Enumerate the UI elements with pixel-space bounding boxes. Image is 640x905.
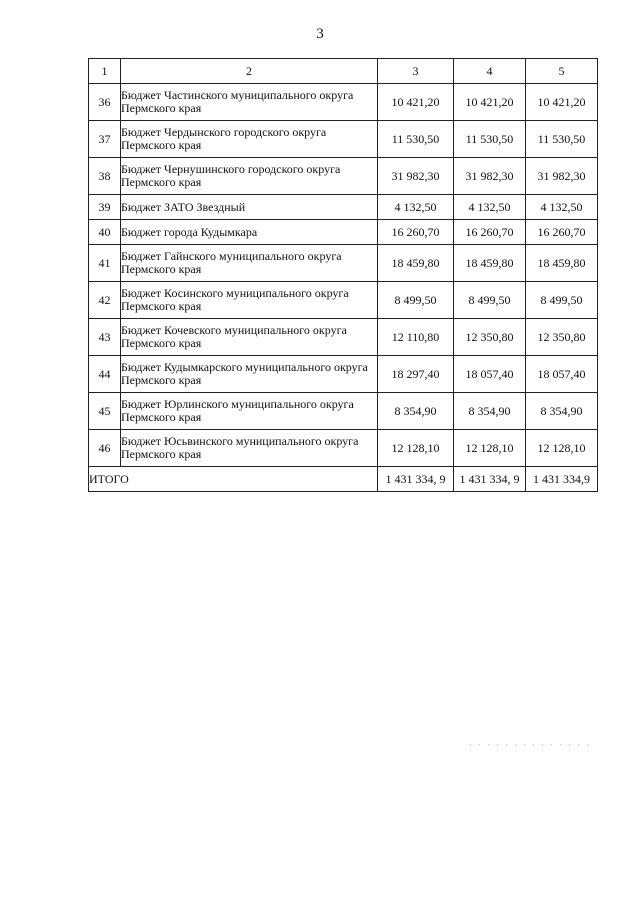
column-header-5: 5 — [526, 59, 598, 84]
value-col-5: 16 260,70 — [526, 220, 598, 245]
budget-name: Бюджет Юсьвинского муниципального округа Пермского края — [121, 430, 378, 467]
table-row — [89, 356, 598, 393]
value-col-4: 10 421,20 — [454, 84, 526, 121]
budget-name: Бюджет Гайнского муниципального округа Пермского края — [121, 245, 378, 282]
value-col-4: 18 057,40 — [454, 356, 526, 393]
row-number: 37 — [89, 121, 121, 158]
row-number: 39 — [89, 195, 121, 220]
value-col-3: 18 459,80 — [378, 245, 454, 282]
value-col-5: 4 132,50 — [526, 195, 598, 220]
value-col-5: 18 459,80 — [526, 245, 598, 282]
column-header-3: 3 — [378, 59, 454, 84]
value-col-3: 12 128,10 — [378, 430, 454, 467]
value-col-4: 18 459,80 — [454, 245, 526, 282]
table-row — [89, 393, 598, 430]
row-number: 40 — [89, 220, 121, 245]
value-col-3: 10 421,20 — [378, 84, 454, 121]
table-row — [89, 84, 598, 121]
value-col-3: 8 354,90 — [378, 393, 454, 430]
table-header — [89, 59, 598, 84]
scan-artifact-line — [470, 744, 590, 745]
row-number: 44 — [89, 356, 121, 393]
budget-name: Бюджет города Кудымкара — [121, 220, 378, 245]
budget-name: Бюджет Чернушинского городского округа Пермского края — [121, 158, 378, 195]
value-col-3: 12 110,80 — [378, 319, 454, 356]
value-col-5: 10 421,20 — [526, 84, 598, 121]
row-number: 43 — [89, 319, 121, 356]
page-number: 3 — [316, 26, 324, 42]
value-col-4: 16 260,70 — [454, 220, 526, 245]
table-row — [89, 158, 598, 195]
value-col-5: 31 982,30 — [526, 158, 598, 195]
value-col-3: 18 297,40 — [378, 356, 454, 393]
table-body — [89, 84, 598, 492]
table-row — [89, 282, 598, 319]
value-col-5: 11 530,50 — [526, 121, 598, 158]
row-number: 38 — [89, 158, 121, 195]
value-col-5: 12 350,80 — [526, 319, 598, 356]
value-col-5: 18 057,40 — [526, 356, 598, 393]
column-header-4: 4 — [454, 59, 526, 84]
column-header-2: 2 — [121, 59, 378, 84]
value-col-3: 16 260,70 — [378, 220, 454, 245]
table-row — [89, 430, 598, 467]
table-row — [89, 121, 598, 158]
row-number: 45 — [89, 393, 121, 430]
value-col-4: 8 499,50 — [454, 282, 526, 319]
value-col-3: 31 982,30 — [378, 158, 454, 195]
budget-name: Бюджет Частинского муниципального округа Пермского края — [121, 84, 378, 121]
table-row — [89, 195, 598, 220]
value-col-3: 11 530,50 — [378, 121, 454, 158]
budget-name: Бюджет Кудымкарского муниципального округа Пермского края — [121, 356, 378, 393]
total-label: ИТОГО — [89, 467, 378, 492]
budget-allocation-table — [88, 58, 598, 492]
value-col-4: 31 982,30 — [454, 158, 526, 195]
total-row — [89, 467, 598, 492]
value-col-4: 4 132,50 — [454, 195, 526, 220]
value-col-5: 8 499,50 — [526, 282, 598, 319]
budget-name: Бюджет Кочевского муниципального округа Пермского края — [121, 319, 378, 356]
budget-name: Бюджет ЗАТО Звездный — [121, 195, 378, 220]
total-col-3: 1 431 334, 9 — [378, 467, 454, 492]
table-row — [89, 245, 598, 282]
value-col-4: 11 530,50 — [454, 121, 526, 158]
value-col-4: 8 354,90 — [454, 393, 526, 430]
value-col-4: 12 128,10 — [454, 430, 526, 467]
table-row — [89, 319, 598, 356]
row-number: 36 — [89, 84, 121, 121]
row-number: 46 — [89, 430, 121, 467]
budget-name: Бюджет Чердынского городского округа Пермского края — [121, 121, 378, 158]
value-col-5: 12 128,10 — [526, 430, 598, 467]
value-col-5: 8 354,90 — [526, 393, 598, 430]
total-col-4: 1 431 334, 9 — [454, 467, 526, 492]
budget-name: Бюджет Косинского муниципального округа Пермского края — [121, 282, 378, 319]
table-row — [89, 220, 598, 245]
column-header-1: 1 — [89, 59, 121, 84]
row-number: 41 — [89, 245, 121, 282]
value-col-3: 8 499,50 — [378, 282, 454, 319]
header-row — [89, 59, 598, 84]
value-col-4: 12 350,80 — [454, 319, 526, 356]
total-col-5: 1 431 334,9 — [526, 467, 598, 492]
row-number: 42 — [89, 282, 121, 319]
value-col-3: 4 132,50 — [378, 195, 454, 220]
budget-name: Бюджет Юрлинского муниципального округа Пермского края — [121, 393, 378, 430]
